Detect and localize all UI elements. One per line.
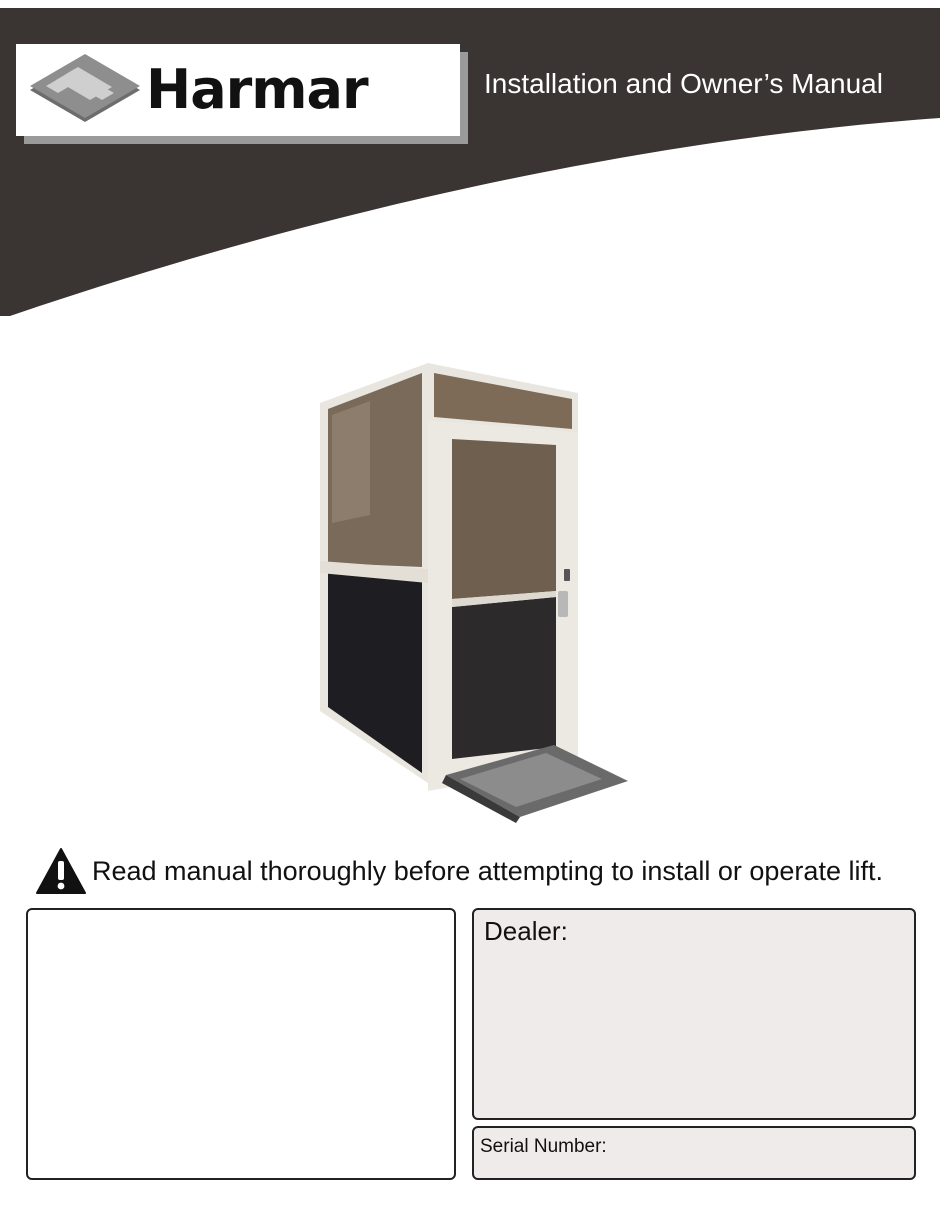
serial-number-label: Serial Number:	[480, 1136, 607, 1157]
warning-notice	[36, 846, 936, 896]
vertical-platform-lift-photo	[310, 355, 640, 835]
contact-info-box	[26, 908, 456, 1180]
brand-logo	[16, 44, 460, 136]
warning-triangle-icon	[36, 847, 86, 895]
brand-name: Harmar	[146, 58, 368, 121]
dealer-label: Dealer:	[484, 916, 568, 946]
manual-title: Installation and Owner’s Manual	[484, 68, 883, 99]
dealer-box	[472, 908, 916, 1120]
harmar-logo-icon	[26, 54, 144, 126]
warning-text: Read manual thoroughly before attempting to install or operate lift.	[92, 855, 883, 886]
serial-number-box	[472, 1126, 916, 1180]
